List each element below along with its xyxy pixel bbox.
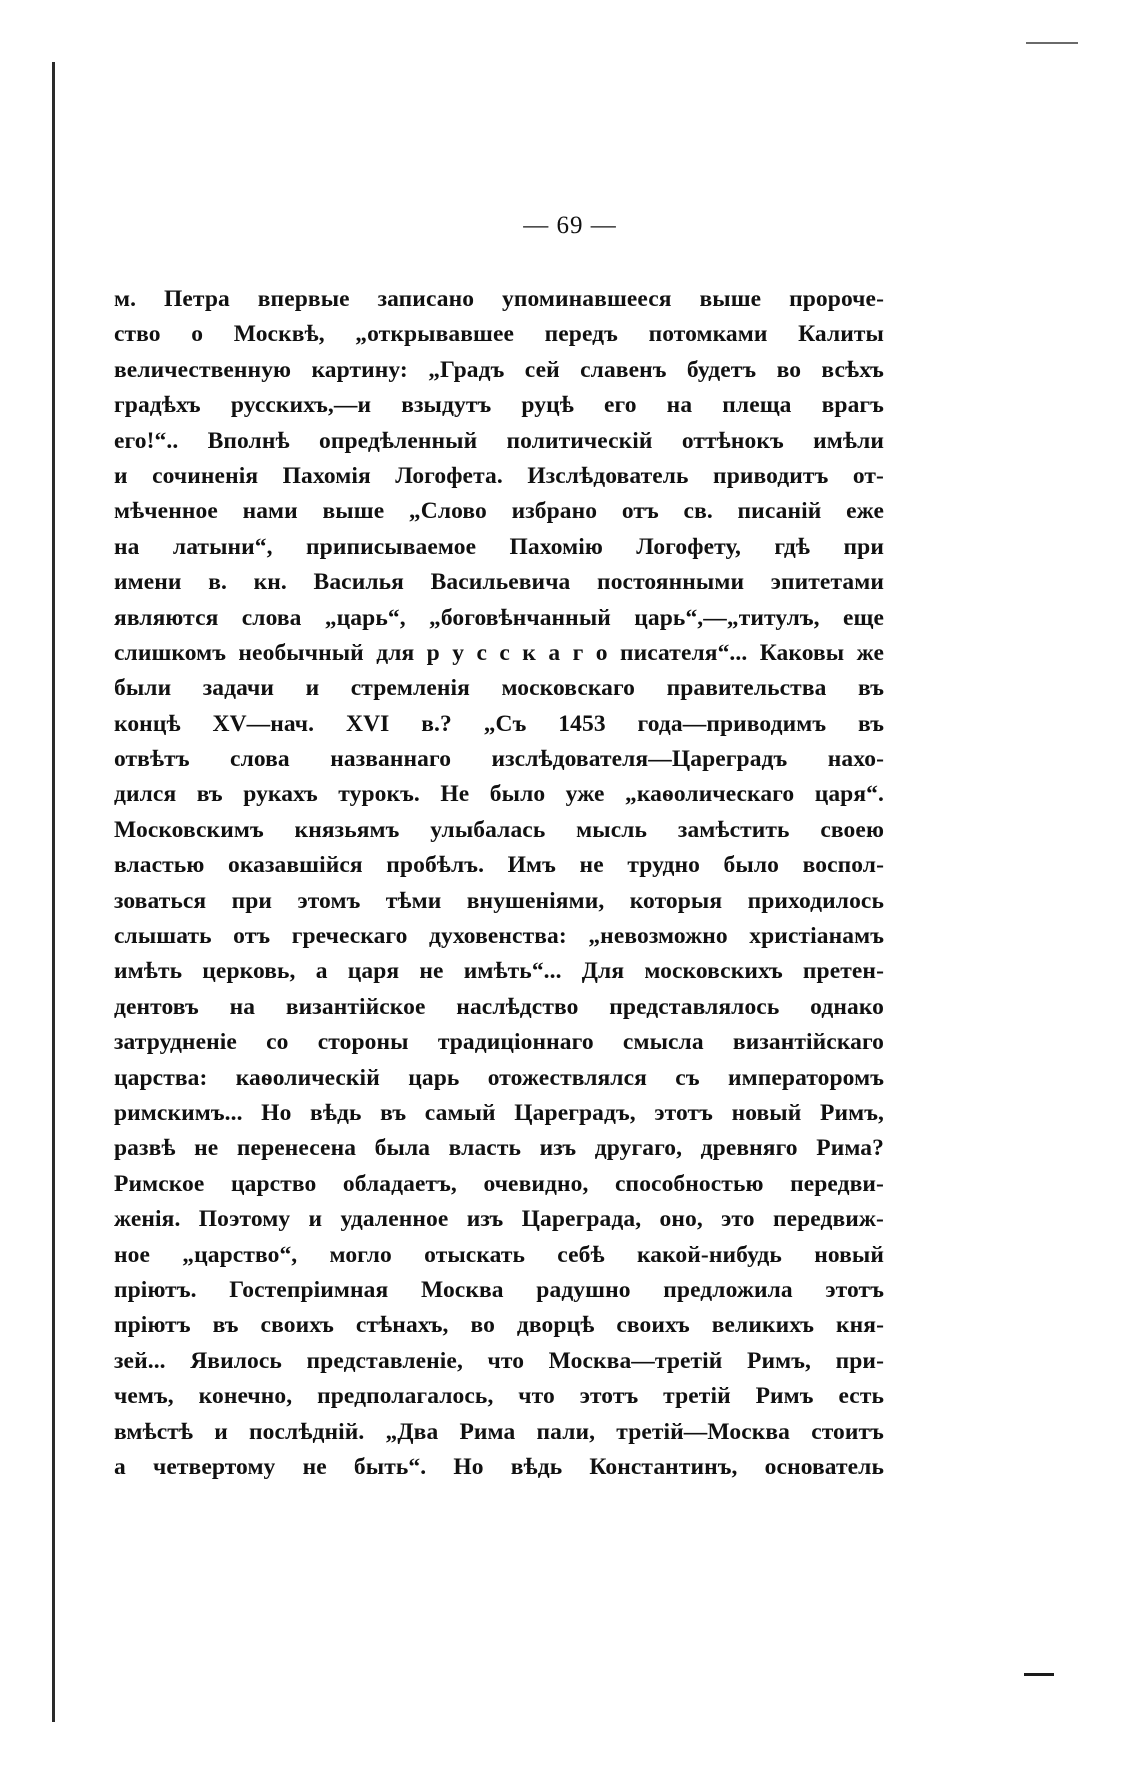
text-line: затрудненіе со стороны традиціоннаго смысла византійскаго [114, 1029, 884, 1056]
text-line: отвѣтъ слова названнаго изслѣдователя—Цареградъ нахо- [114, 746, 884, 773]
text-line: пріютъ. Гостепріимная Москва радушно предложила этотъ [114, 1276, 884, 1303]
text-line: зей... Явилось представленіе, что Москва—третій Римъ, при- [114, 1347, 884, 1374]
text-line: царства: каѳолическій царь отожествлялся съ императоромъ [114, 1064, 884, 1091]
text-line: имѣть церковь, а царя не имѣть“... Для московскихъ претен- [114, 958, 884, 985]
text-line: градѣхъ русскихъ,—и взыдутъ руцѣ его на плеща врагъ [114, 392, 884, 419]
text-line: были задачи и стремленія московскаго правительства въ [114, 675, 884, 702]
text-line: являются слова „царь“, „боговѣнчанный царь“,—„титулъ, еще [114, 604, 884, 631]
text-line: дентовъ на византійское наслѣдство представлялось однако [114, 993, 884, 1020]
text-line: его!“.. Вполнѣ опредѣленный политическій оттѣнокъ имѣли [114, 427, 884, 454]
scan-mark-bottom [1024, 1673, 1054, 1676]
page-number: — 69 — [523, 212, 617, 239]
text-line: слишкомъ необычный для р у с с к а г о писателя“... Каковы же [114, 639, 884, 666]
text-line: концѣ XV—нач. XVI в.? „Съ 1453 года—приводимъ въ [114, 710, 884, 737]
scan-binding-edge [52, 62, 55, 1722]
text-line: Римское царство обладаетъ, очевидно, способностью передви- [114, 1170, 884, 1197]
text-line: на латыни“, приписываемое Пахомію Логофету, гдѣ при [114, 533, 884, 560]
text-line: ное „царство“, могло отыскать себѣ какой-нибудь новый [114, 1241, 884, 1268]
text-line: пріютъ въ своихъ стѣнахъ, во дворцѣ своихъ великихъ кня- [114, 1312, 884, 1339]
scan-mark-top [1026, 42, 1078, 44]
text-line: а четвертому не быть“. Но вѣдь Константинъ, основатель [114, 1453, 884, 1480]
text-line: развѣ не перенесена была власть изъ другаго, древняго Рима? [114, 1135, 884, 1162]
text-line: чемъ, конечно, предполагалось, что этотъ третій Римъ есть [114, 1383, 884, 1410]
text-line: имени в. кн. Василья Васильевича постоянными эпитетами [114, 569, 884, 596]
text-line: ство о Москвѣ, „открывавшее передъ потомками Калиты [114, 321, 884, 348]
text-line: величественную картину: „Градъ сей славенъ будетъ во всѣхъ [114, 356, 884, 383]
text-line: дился въ рукахъ турокъ. Не было уже „каѳолическаго царя“. [114, 781, 884, 808]
text-line: м. Петра впервые записано упоминавшееся выше пророче- [114, 286, 884, 312]
text-line: зоваться при этомъ тѣми внушеніями, которыя приходилось [114, 887, 884, 914]
body-text [114, 282, 884, 1485]
text-line: римскимъ... Но вѣдь въ самый Цареградъ, этотъ новый Римъ, [114, 1099, 884, 1126]
text-line: Московскимъ князьямъ улыбалась мысль замѣстить своею [114, 816, 884, 843]
text-line: и сочиненія Пахомія Логофета. Изслѣдователь приводитъ от- [114, 462, 884, 489]
text-line: слышать отъ греческаго духовенства: „невозможно христіанамъ [114, 923, 884, 950]
text-line: женія. Поэтому и удаленное изъ Цареграда, оно, это передвиж- [114, 1206, 884, 1233]
text-line: мѣченное нами выше „Слово избрано отъ св. писаній еже [114, 498, 884, 525]
text-line: вмѣстѣ и послѣдній. „Два Рима пали, третій—Москва стоитъ [114, 1418, 884, 1445]
text-line: властью оказавшійся пробѣлъ. Имъ не трудно было воспол- [114, 852, 884, 879]
